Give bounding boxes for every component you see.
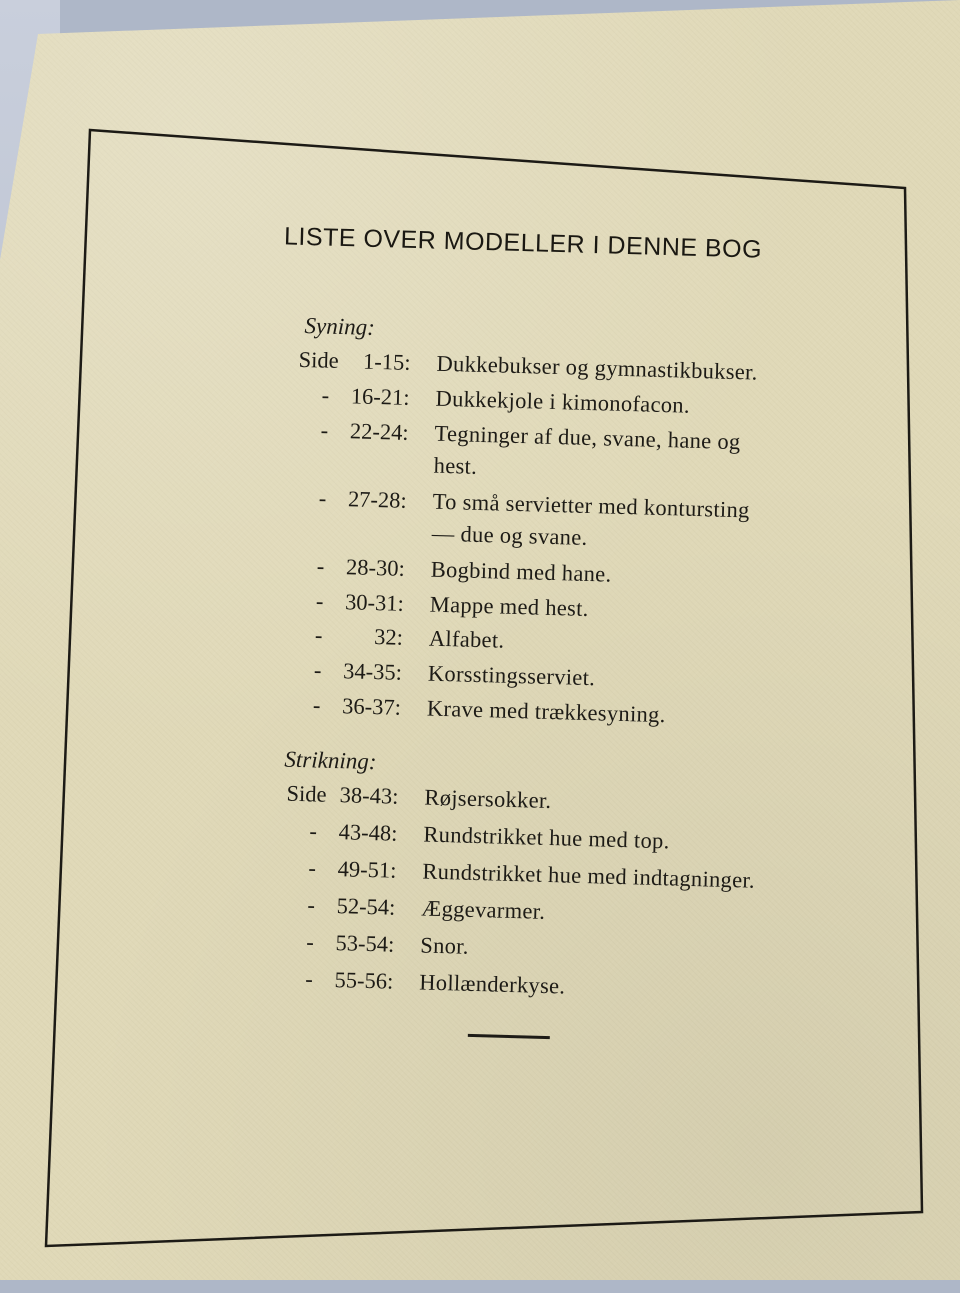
row-pages: 49-51: — [337, 856, 397, 883]
row-prefix: Side — [286, 780, 327, 807]
row-description-continued: — due og svane. — [431, 520, 588, 550]
row-description: Snor. — [419, 932, 470, 959]
row-prefix: - — [320, 417, 329, 443]
row-pages: 36-37: — [341, 693, 402, 720]
list-item — [294, 485, 855, 550]
row-description: Æggevarmer. — [421, 895, 546, 924]
row-prefix: - — [312, 692, 321, 718]
row-prefix: - — [305, 966, 314, 992]
row-pages: 52-54: — [336, 893, 396, 920]
row-pages: 28-30: — [345, 554, 406, 581]
row-prefix: - — [313, 657, 322, 683]
row-description: Hollænderkyse. — [418, 969, 566, 999]
row-pages: 43-48: — [338, 819, 398, 846]
row-description-continued: hest. — [433, 452, 478, 479]
row-description: Rundstrikket hue med top. — [423, 821, 670, 854]
row-pages: 16-21: — [350, 383, 410, 410]
row-prefix: - — [307, 892, 316, 918]
row-pages: 32: — [373, 624, 404, 650]
row-pages: 27-28: — [347, 486, 408, 513]
row-prefix: - — [321, 382, 330, 408]
page-title: LISTE OVER MODELLER I DENNE BOG — [283, 222, 763, 264]
row-pages: 22-24: — [349, 418, 409, 445]
row-description: Røjsersokker. — [424, 784, 552, 814]
row-prefix: - — [316, 553, 325, 579]
row-prefix: - — [318, 485, 327, 511]
row-description: Dukkekjole i kimonofacon. — [435, 385, 691, 418]
section-heading-syning: Syning: — [304, 313, 376, 340]
row-description: To små servietter med kontursting — [432, 488, 750, 523]
row-pages: 30-31: — [344, 589, 405, 616]
section-heading-strikning: Strikning: — [284, 746, 377, 775]
row-description: Korsstingsserviet. — [427, 660, 596, 691]
row-prefix: - — [314, 622, 323, 648]
row-prefix: Side — [298, 346, 339, 373]
row-description: Krave med trækkesyning. — [426, 695, 666, 728]
row-description: Alfabet. — [428, 625, 505, 653]
row-prefix: - — [308, 855, 317, 881]
row-description: Dukkebukser og gymnastikbukser. — [436, 350, 758, 385]
row-description: Tegninger af due, svane, hane og — [434, 420, 741, 455]
row-pages: 38-43: — [339, 782, 399, 809]
row-prefix: - — [306, 929, 315, 955]
row-description: Bogbind med hane. — [430, 556, 612, 587]
row-prefix: - — [309, 818, 318, 844]
row-pages: 1-15: — [362, 348, 411, 375]
row-pages: 34-35: — [342, 658, 403, 685]
row-description: Rundstrikket hue med indtagninger. — [422, 858, 756, 893]
closing-divider — [468, 1034, 550, 1039]
row-description: Mappe med hest. — [429, 591, 589, 622]
row-pages: 55-56: — [334, 967, 394, 994]
row-prefix: - — [315, 588, 324, 614]
row-pages: 53-54: — [335, 930, 395, 957]
